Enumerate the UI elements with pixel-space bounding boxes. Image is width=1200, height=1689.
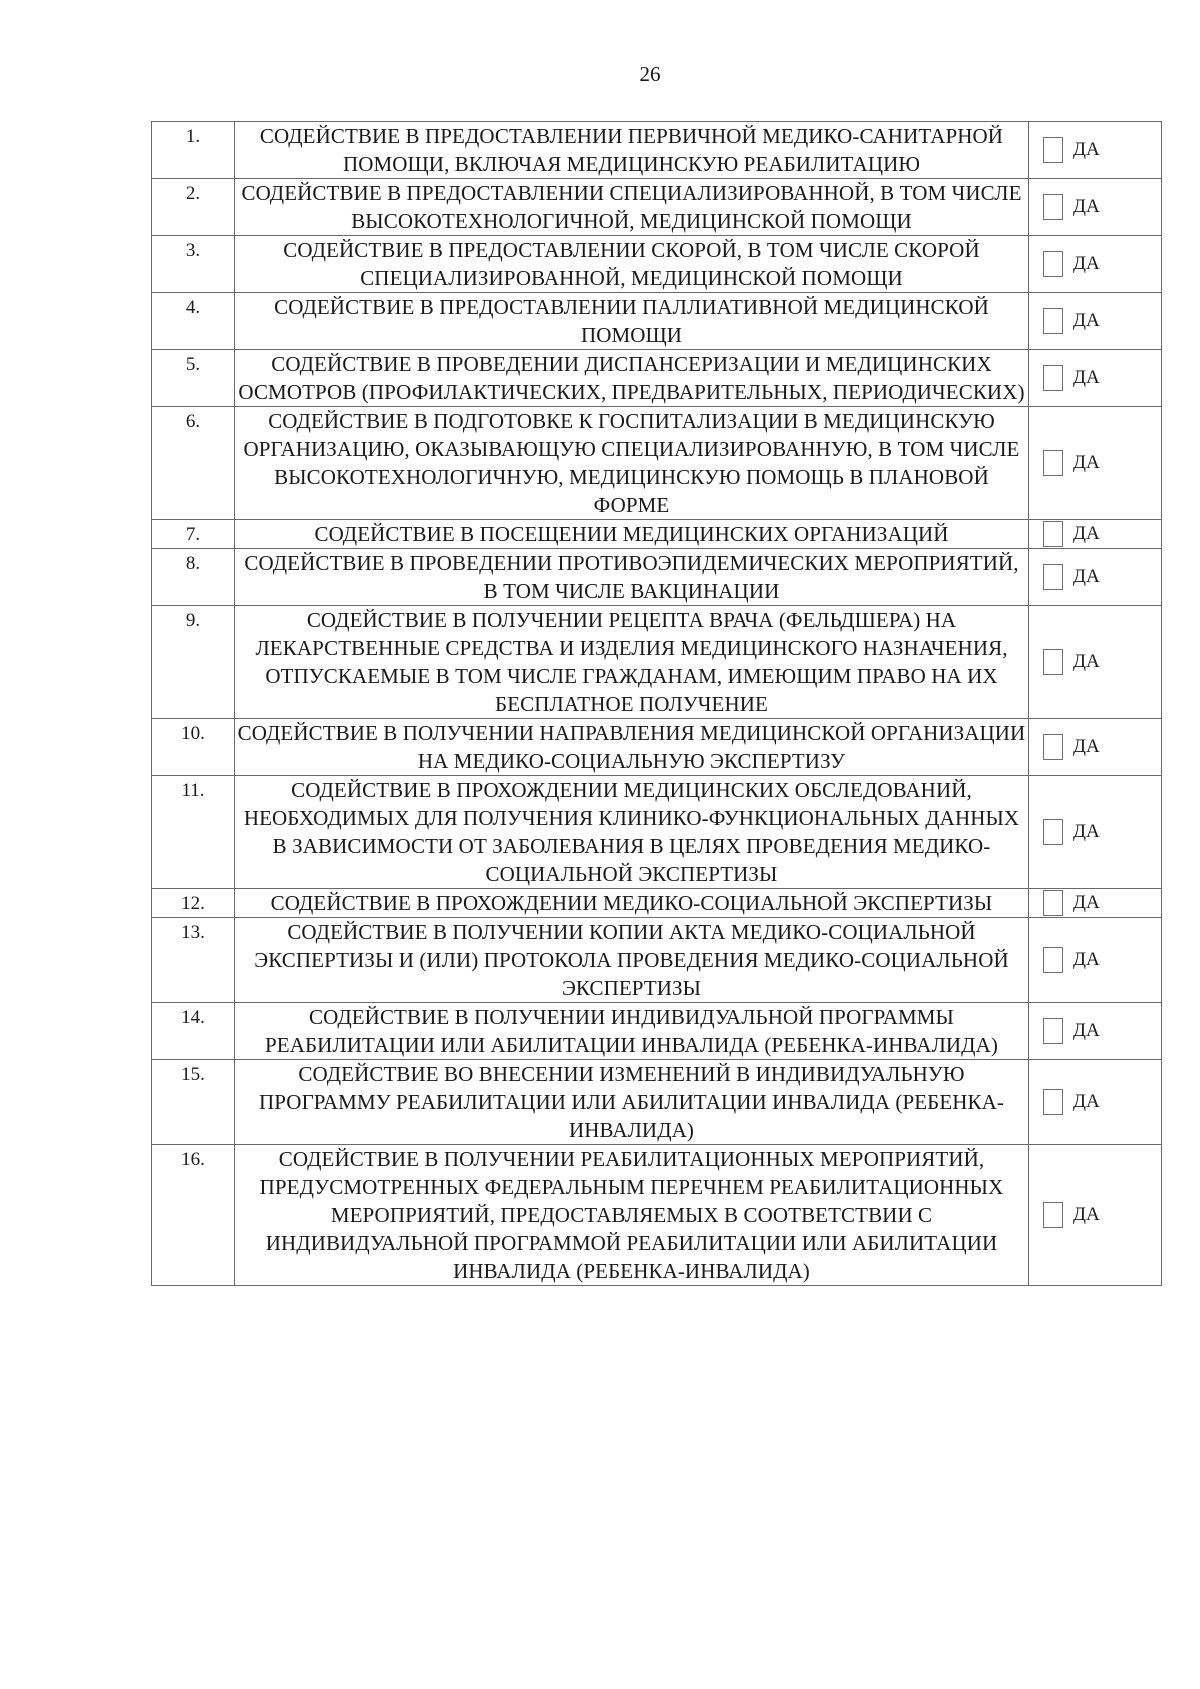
yes-label: ДА [1073,892,1100,913]
row-number: 8. [152,549,235,606]
checkbox[interactable] [1043,890,1063,916]
yes-option[interactable] [1029,365,1161,391]
row-number: 7. [152,520,235,549]
yes-label: ДА [1073,1204,1100,1225]
table-row [152,520,1162,549]
answer-cell [1029,520,1162,549]
table-row [152,236,1162,293]
yes-option[interactable] [1029,450,1161,476]
row-number: 9. [152,606,235,719]
answer-cell [1029,549,1162,606]
answer-cell [1029,1003,1162,1060]
answer-cell [1029,236,1162,293]
yes-option[interactable] [1029,194,1161,220]
answer-cell [1029,1060,1162,1145]
yes-option[interactable] [1029,947,1161,973]
answer-cell [1029,179,1162,236]
checkbox[interactable] [1043,564,1063,590]
service-description: СОДЕЙСТВИЕ В ПОЛУЧЕНИИ РЕАБИЛИТАЦИОННЫХ МЕРОПРИЯТИЙ, ПРЕДУСМОТРЕННЫХ ФЕДЕРАЛЬНЫМ ПЕРЕЧНЕМ РЕАБИЛИТАЦИОННЫХ МЕРОПРИЯТИЙ, ПРЕДОСТАВЛЯЕМЫХ В СООТВЕТСТВИИ С ИНДИВИДУАЛЬНОЙ ПРОГРАММОЙ РЕАБИЛИТАЦИИ ИЛИ АБИЛИТАЦИИ ИНВАЛИДА (РЕБЕНКА-ИНВАЛИДА) [235,1145,1029,1286]
row-number: 2. [152,179,235,236]
yes-option[interactable] [1029,521,1161,547]
checkbox[interactable] [1043,450,1063,476]
service-description: СОДЕЙСТВИЕ В ПРЕДОСТАВЛЕНИИ ПЕРВИЧНОЙ МЕДИКО-САНИТАРНОЙ ПОМОЩИ, ВКЛЮЧАЯ МЕДИЦИНСКУЮ РЕАБИЛИТАЦИЮ [235,122,1029,179]
checkbox[interactable] [1043,947,1063,973]
service-description: СОДЕЙСТВИЕ В ПОЛУЧЕНИИ НАПРАВЛЕНИЯ МЕДИЦИНСКОЙ ОРГАНИЗАЦИИ НА МЕДИКО-СОЦИАЛЬНУЮ ЭКСПЕРТИЗУ [235,719,1029,776]
yes-label: ДА [1073,310,1100,331]
yes-label: ДА [1073,196,1100,217]
yes-label: ДА [1073,139,1100,160]
service-description: СОДЕЙСТВИЕ В ПОЛУЧЕНИИ ИНДИВИДУАЛЬНОЙ ПРОГРАММЫ РЕАБИЛИТАЦИИ ИЛИ АБИЛИТАЦИИ ИНВАЛИДА (РЕБЕНКА-ИНВАЛИДА) [235,1003,1029,1060]
yes-label: ДА [1073,253,1100,274]
yes-label: ДА [1073,1091,1100,1112]
row-number: 16. [152,1145,235,1286]
checkbox[interactable] [1043,308,1063,334]
checkbox[interactable] [1043,521,1063,547]
service-description: СОДЕЙСТВИЕ В ПРЕДОСТАВЛЕНИИ СПЕЦИАЛИЗИРОВАННОЙ, В ТОМ ЧИСЛЕ ВЫСОКОТЕХНОЛОГИЧНОЙ, МЕДИЦИНСКОЙ ПОМОЩИ [235,179,1029,236]
answer-cell [1029,889,1162,918]
service-description: СОДЕЙСТВИЕ В ПОЛУЧЕНИИ КОПИИ АКТА МЕДИКО-СОЦИАЛЬНОЙ ЭКСПЕРТИЗЫ И (ИЛИ) ПРОТОКОЛА ПРОВЕДЕНИЯ МЕДИКО-СОЦИАЛЬНОЙ ЭКСПЕРТИЗЫ [235,918,1029,1003]
yes-label: ДА [1073,566,1100,587]
services-table-body [152,122,1162,1286]
yes-label: ДА [1073,949,1100,970]
yes-option[interactable] [1029,251,1161,277]
yes-label: ДА [1073,452,1100,473]
checkbox[interactable] [1043,649,1063,675]
yes-option[interactable] [1029,137,1161,163]
page-number: 26 [639,62,661,86]
yes-option[interactable] [1029,1202,1161,1228]
table-row [152,122,1162,179]
yes-option[interactable] [1029,649,1161,675]
service-description: СОДЕЙСТВИЕ В ПОСЕЩЕНИИ МЕДИЦИНСКИХ ОРГАНИЗАЦИЙ [235,520,1029,549]
service-description: СОДЕЙСТВИЕ В ПОДГОТОВКЕ К ГОСПИТАЛИЗАЦИИ В МЕДИЦИНСКУЮ ОРГАНИЗАЦИЮ, ОКАЗЫВАЮЩУЮ СПЕЦИАЛИЗИРОВАННУЮ, В ТОМ ЧИСЛЕ ВЫСОКОТЕХНОЛОГИЧНУЮ, МЕДИЦИНСКУЮ ПОМОЩЬ В ПЛАНОВОЙ ФОРМЕ [235,407,1029,520]
service-description: СОДЕЙСТВИЕ В ПРЕДОСТАВЛЕНИИ ПАЛЛИАТИВНОЙ МЕДИЦИНСКОЙ ПОМОЩИ [235,293,1029,350]
table-row [152,1060,1162,1145]
service-description: СОДЕЙСТВИЕ В ПРОХОЖДЕНИИ МЕДИКО-СОЦИАЛЬНОЙ ЭКСПЕРТИЗЫ [235,889,1029,918]
row-number: 14. [152,1003,235,1060]
answer-cell [1029,606,1162,719]
yes-label: ДА [1073,1020,1100,1041]
answer-cell [1029,407,1162,520]
service-description: СОДЕЙСТВИЕ В ПРОВЕДЕНИИ ДИСПАНСЕРИЗАЦИИ И МЕДИЦИНСКИХ ОСМОТРОВ (ПРОФИЛАКТИЧЕСКИХ, ПРЕДВАРИТЕЛЬНЫХ, ПЕРИОДИЧЕСКИХ) [235,350,1029,407]
answer-cell [1029,918,1162,1003]
checkbox[interactable] [1043,365,1063,391]
row-number: 12. [152,889,235,918]
answer-cell [1029,293,1162,350]
table-row [152,179,1162,236]
service-description: СОДЕЙСТВИЕ ВО ВНЕСЕНИИ ИЗМЕНЕНИЙ В ИНДИВИДУАЛЬНУЮ ПРОГРАММУ РЕАБИЛИТАЦИИ ИЛИ АБИЛИТАЦИИ ИНВАЛИДА (РЕБЕНКА-ИНВАЛИДА) [235,1060,1029,1145]
table-row [152,918,1162,1003]
checkbox[interactable] [1043,1018,1063,1044]
service-description: СОДЕЙСТВИЕ В ПРЕДОСТАВЛЕНИИ СКОРОЙ, В ТОМ ЧИСЛЕ СКОРОЙ СПЕЦИАЛИЗИРОВАННОЙ, МЕДИЦИНСКОЙ ПОМОЩИ [235,236,1029,293]
table-row [152,293,1162,350]
yes-label: ДА [1073,736,1100,757]
yes-option[interactable] [1029,819,1161,845]
answer-cell [1029,776,1162,889]
answer-cell [1029,350,1162,407]
row-number: 6. [152,407,235,520]
checkbox[interactable] [1043,194,1063,220]
table-row [152,776,1162,889]
table-row [152,606,1162,719]
table-row [152,1145,1162,1286]
table-row [152,1003,1162,1060]
checkbox[interactable] [1043,1089,1063,1115]
answer-cell [1029,122,1162,179]
row-number: 4. [152,293,235,350]
yes-label: ДА [1073,821,1100,842]
answer-cell [1029,719,1162,776]
row-number: 11. [152,776,235,889]
checkbox[interactable] [1043,819,1063,845]
row-number: 5. [152,350,235,407]
checkbox[interactable] [1043,1202,1063,1228]
row-number: 3. [152,236,235,293]
row-number: 1. [152,122,235,179]
row-number: 15. [152,1060,235,1145]
service-description: СОДЕЙСТВИЕ В ПРОХОЖДЕНИИ МЕДИЦИНСКИХ ОБСЛЕДОВАНИЙ, НЕОБХОДИМЫХ ДЛЯ ПОЛУЧЕНИЯ КЛИНИКО-ФУНКЦИОНАЛЬНЫХ ДАННЫХ В ЗАВИСИМОСТИ ОТ ЗАБОЛЕВАНИЯ В ЦЕЛЯХ ПРОВЕДЕНИЯ МЕДИКО-СОЦИАЛЬНОЙ ЭКСПЕРТИЗЫ [235,776,1029,889]
yes-option[interactable] [1029,734,1161,760]
checkbox[interactable] [1043,734,1063,760]
services-table [151,121,1162,1286]
table-row [152,719,1162,776]
checkbox[interactable] [1043,251,1063,277]
yes-label: ДА [1073,523,1100,544]
yes-option[interactable] [1029,1018,1161,1044]
row-number: 13. [152,918,235,1003]
service-description: СОДЕЙСТВИЕ В ПРОВЕДЕНИИ ПРОТИВОЭПИДЕМИЧЕСКИХ МЕРОПРИЯТИЙ, В ТОМ ЧИСЛЕ ВАКЦИНАЦИИ [235,549,1029,606]
yes-label: ДА [1073,367,1100,388]
table-row [152,549,1162,606]
answer-cell [1029,1145,1162,1286]
yes-option[interactable] [1029,308,1161,334]
row-number: 10. [152,719,235,776]
yes-label: ДА [1073,651,1100,672]
yes-option[interactable] [1029,890,1161,916]
yes-option[interactable] [1029,1089,1161,1115]
table-row [152,350,1162,407]
service-description: СОДЕЙСТВИЕ В ПОЛУЧЕНИИ РЕЦЕПТА ВРАЧА (ФЕЛЬДШЕРА) НА ЛЕКАРСТВЕННЫЕ СРЕДСТВА И ИЗДЕЛИЯ МЕДИЦИНСКОГО НАЗНАЧЕНИЯ, ОТПУСКАЕМЫЕ В ТОМ ЧИСЛЕ ГРАЖДАНАМ, ИМЕЮЩИМ ПРАВО НА ИХ БЕСПЛАТНОЕ ПОЛУЧЕНИЕ [235,606,1029,719]
checkbox[interactable] [1043,137,1063,163]
table-row [152,889,1162,918]
table-row [152,407,1162,520]
yes-option[interactable] [1029,564,1161,590]
